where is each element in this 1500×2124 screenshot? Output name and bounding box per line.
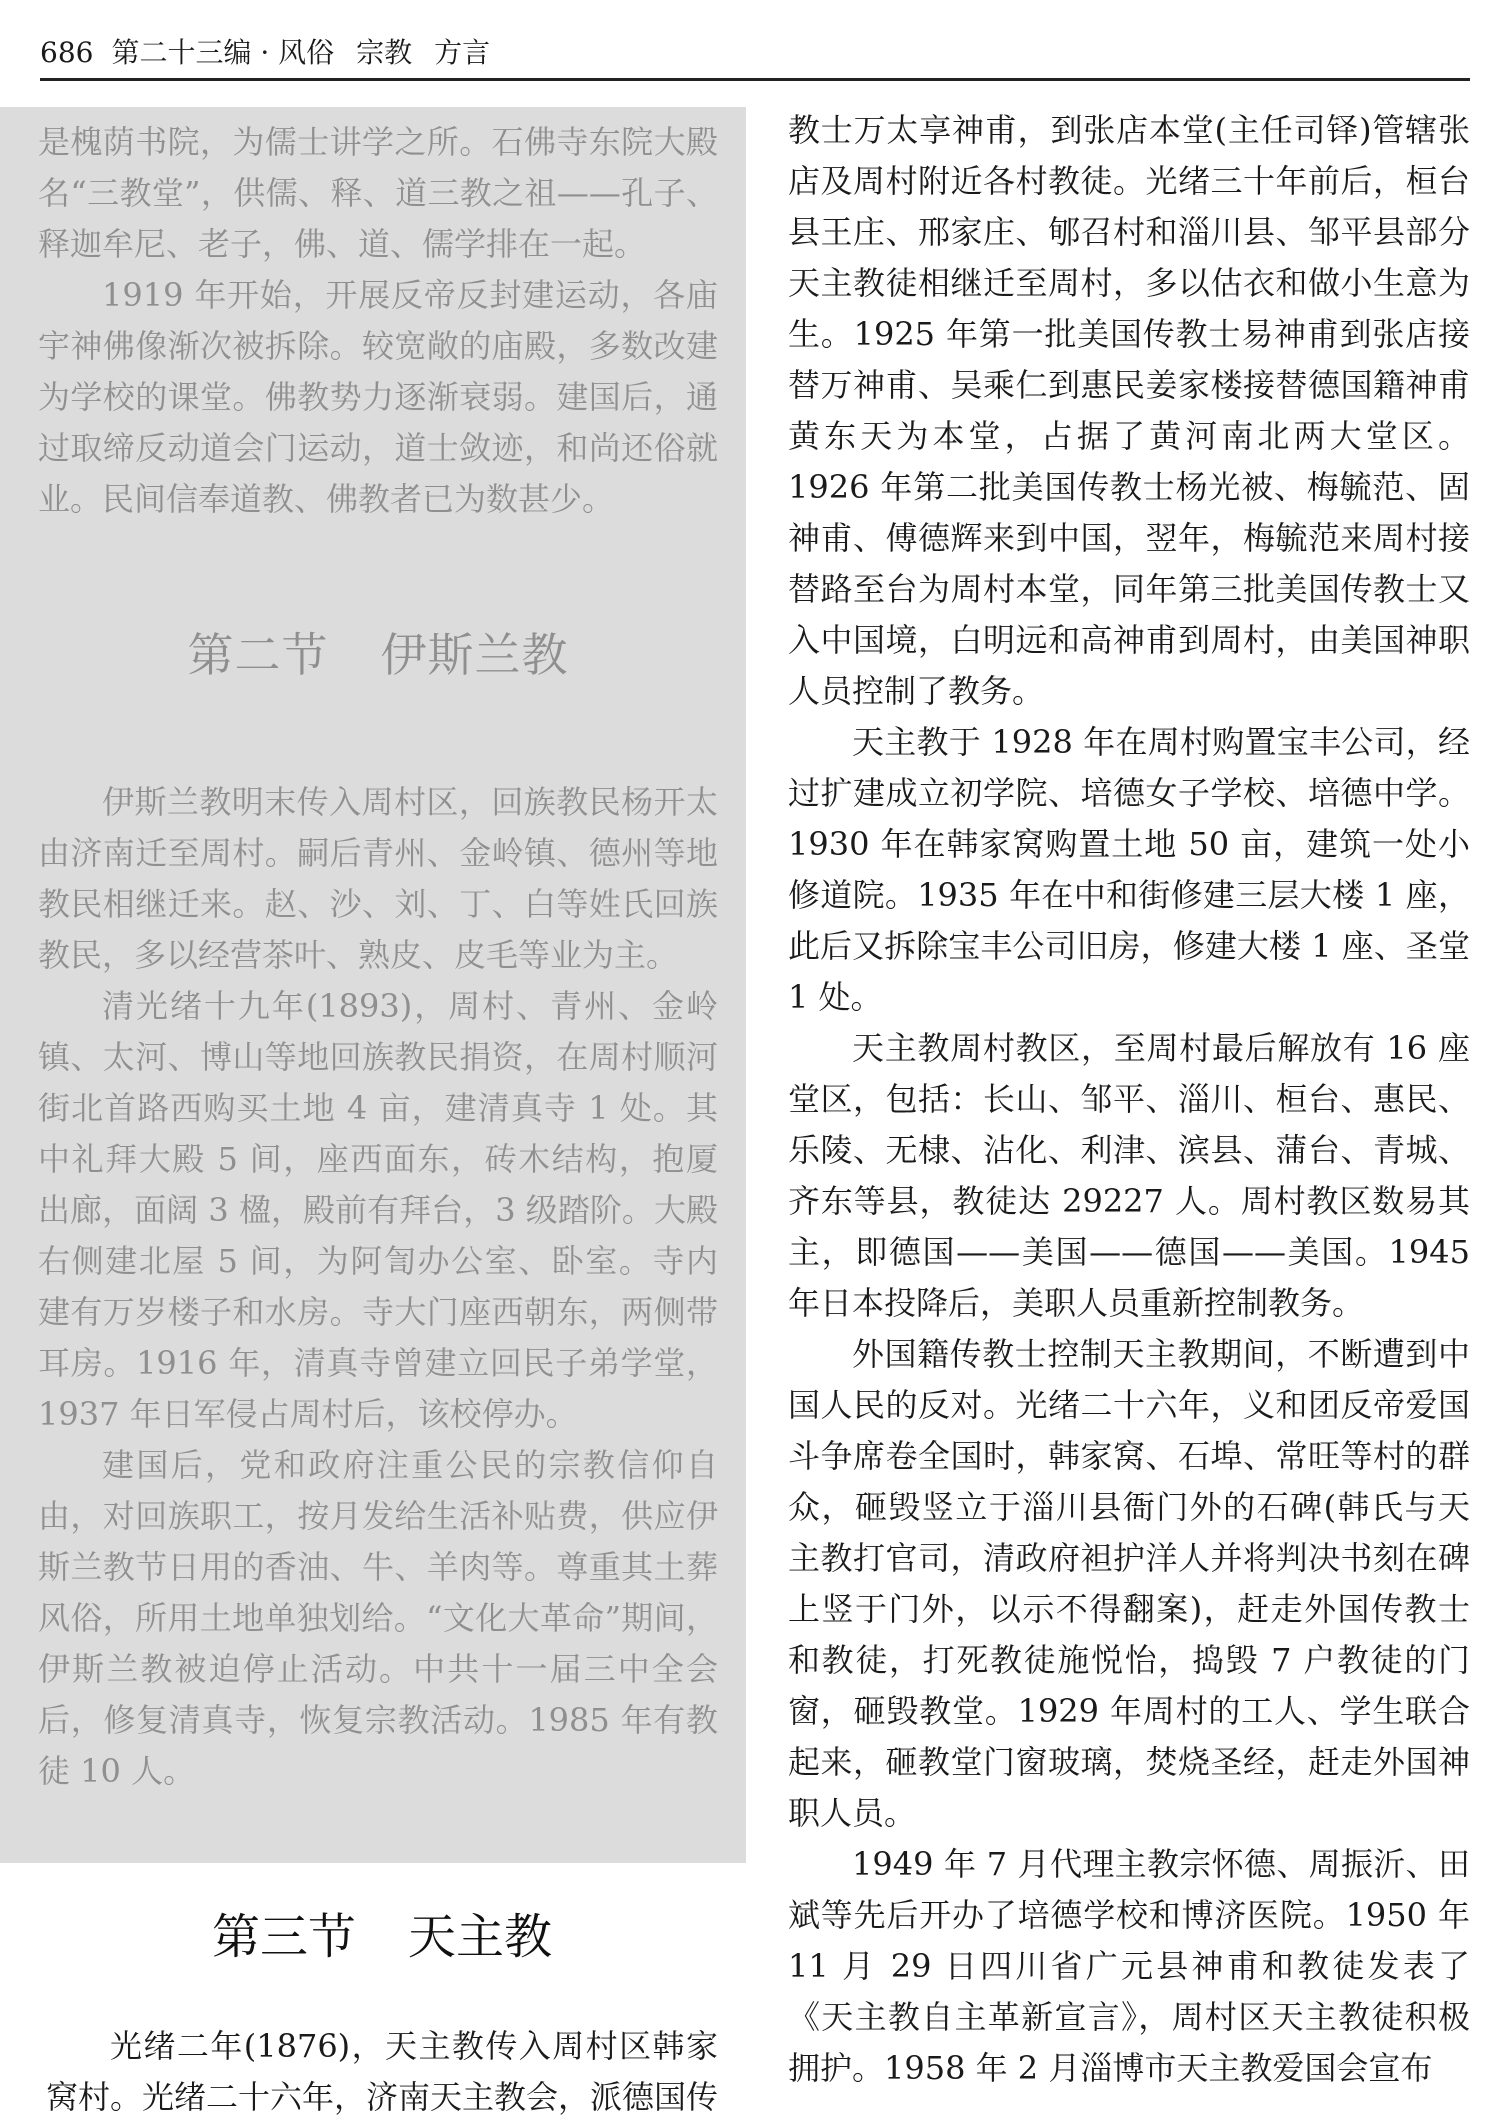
paragraph: 伊斯兰教明末传入周村区，回族教民杨开太由济南迁至周村。嗣后青州、金岭镇、德州等地教民相继迁来。赵、沙、刘、丁、白等姓氏回族教民，多以经营茶叶、熟皮、皮毛等业为主。 bbox=[38, 783, 718, 974]
paragraph: 外国籍传教士控制天主教期间，不断遭到中国人民的反对。光绪二十六年，义和团反帝爱国斗争席卷全国时，韩家窝、石埠、常旺等村的群众，砸毁竖立于淄川县衙门外的石碑(韩氏与天主教打官司，清政府袒护洋人并将判决书刻在碑上竖于门外，以示不得翻案)，赶走外国传教士和教徒，打死教徒施悦怡，捣毁 7 户教徒的门窗，砸毁教堂。1929 年周村的工人、学生联合起来，砸教堂门窗玻璃，焚烧圣经，赶走外国神职人员。 bbox=[788, 1335, 1470, 1832]
section-heading-catholic bbox=[46, 1897, 718, 1977]
paragraph: 光绪二年(1876)，天主教传入周村区韩家窝村。光绪二十六年，济南天主教会，派德国传 bbox=[46, 2027, 719, 2116]
catholic-section bbox=[0, 1897, 746, 2123]
paragraph: 是槐荫书院，为儒士讲学之所。石佛寺东院大殿名“三教堂”，供儒、释、道三教之祖——孔子、释迦牟尼、老子，佛、道、儒学排在一起。 bbox=[38, 123, 718, 263]
running-header bbox=[40, 28, 1470, 81]
header-topic-dialect: 方言 bbox=[434, 36, 491, 69]
paragraph: 天主教于 1928 年在周村购置宝丰公司，经过扩建成立初学院、培德女子学校、培德中学。1930 年在韩家窝购置土地 50 亩，建筑一处小修道院。1935 年在中和街修建三层大楼 1 座，此后又拆除宝丰公司旧房，修建大楼 1 座、圣堂 1 处。 bbox=[788, 723, 1470, 1016]
paragraph: 天主教周村教区，至周村最后解放有 16 座堂区，包括：长山、邹平、淄川、桓台、惠民、乐陵、无棣、沾化、利津、滨县、蒲台、青城、齐东等县，教徒达 29227 人。周村教区数易其主，即德国——美国——德国——美国。1945 年日本投降后，美职人员重新控制教务。 bbox=[788, 1029, 1470, 1322]
left-column bbox=[0, 107, 746, 2123]
paragraph: 清光绪十九年(1893)，周村、青州、金岭镇、太河、博山等地回族教民捐资，在周村顺河街北首路西购买土地 4 亩，建清真寺 1 处。其中礼拜大殿 5 间，座西面东，砖木结构，抱厦出廊，面阔 3 楹，殿前有拜台，3 级踏阶。大殿右侧建北屋 5 间，为阿訇办公室、卧室。寺内建有万岁楼子和水房。寺大门座西朝东，两侧带耳房。1916 年，清真寺曾建立回民子弟学堂，1937 年日军侵占周村后，该校停办。 bbox=[38, 987, 718, 1433]
paragraph: 教士万太享神甫，到张店本堂(主任司铎)管辖张店及周村附近各村教徒。光绪三十年前后，桓台县王庄、邢家庄、郇召村和淄川县、邹平县部分天主教徒相继迁至周村，多以估衣和做小生意为生。1925 年第一批美国传教士易神甫到张店接替万神甫、吴乘仁到惠民姜家楼接替德国籍神甫黄东天为本堂，占据了黄河南北两大堂区。1926 年第二批美国传教士杨光被、梅毓范、固神甫、傅德辉来到中国，翌年，梅毓范来周村接替路至台为周村本堂，同年第三批美国传教士又入中国境，白明远和高神甫到周村，由美国神职人员控制了教务。 bbox=[788, 111, 1470, 710]
paragraph: 1949 年 7 月代理主教宗怀德、周振沂、田斌等先后开办了培德学校和博济医院。1950 年 11 月 29 日四川省广元县神甫和教徒发表了《天主教自主革新宣言》，周村区天主教徒积极拥护。1958 年 2 月淄博市天主教爱国会宣布 bbox=[788, 1845, 1470, 2087]
paragraph: 建国后，党和政府注重公民的宗教信仰自由，对回族职工，按月发给生活补贴费，供应伊斯兰教节日用的香油、牛、羊肉等。尊重其土葬风俗，所用土地单独划给。“文化大革命”期间，伊斯兰教被迫停止活动。中共十一届三中全会后，修复清真寺，恢复宗教活动。1985 年有教徒 10 人。 bbox=[38, 1446, 718, 1790]
header-topic-religion: 宗教 bbox=[356, 36, 413, 69]
section-number: 第三节 bbox=[211, 1909, 356, 1965]
section-title: 伊斯兰教 bbox=[380, 628, 569, 682]
header-part: 第二十三编 · 风俗 bbox=[111, 36, 335, 69]
section-number: 第二节 bbox=[187, 628, 329, 682]
section-heading-islam bbox=[38, 617, 718, 693]
right-column bbox=[788, 105, 1470, 2094]
shaded-block bbox=[0, 107, 746, 1863]
section-title: 天主教 bbox=[408, 1909, 553, 1965]
page-number: 686 bbox=[40, 36, 94, 69]
paragraph: 1919 年开始，开展反帝反封建运动，各庙宇神佛像渐次被拆除。较宽敞的庙殿，多数改建为学校的课堂。佛教势力逐渐衰弱。建国后，通过取缔反动道会门运动，道士敛迹，和尚还俗就业。民间信奉道教、佛教者已为数甚少。 bbox=[38, 276, 718, 518]
